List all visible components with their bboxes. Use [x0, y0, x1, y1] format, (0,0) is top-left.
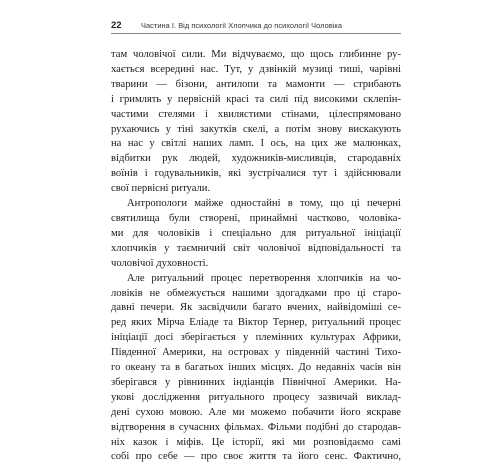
text-line: Південної Америки, на островах у південній частині Тихо- — [111, 347, 401, 359]
text-line: дені сухою мовою. Але ми можемо побачити його яскраве — [111, 406, 401, 418]
text-line: воїнів і годувальників, які зустрічалися тут і здійснювали — [111, 168, 401, 180]
body-text — [111, 48, 401, 465]
text-line: собі про себе — про своє життя та його сенс. Фактично, — [111, 451, 401, 463]
text-line: ініціації досі зберігається у племінних культурах Африки, — [111, 332, 401, 344]
text-line: частими стелями і хвилястими стінами, цілеспрямовано — [111, 108, 401, 120]
text-line: тварини — бізони, антилопи та мамонти — стрибають — [111, 78, 401, 90]
paragraph-2 — [111, 197, 401, 272]
header-rule — [111, 33, 401, 34]
text-line: давні печери. Як засвідчили багато вчених, найвідоміші се- — [111, 302, 401, 314]
text-line: рухаючись у тіні закутків скелі, а потім знову вискакують — [111, 123, 401, 135]
text-line: ред яких Мірча Еліаде та Віктор Тернер, ритуальний процес — [111, 317, 401, 329]
text-line: ніх казок і міфів. Це історії, які ми розповідаємо самі — [111, 436, 401, 448]
running-head-title: Частина І. Від психології Хлопчика до психології Чоловіка — [141, 21, 343, 30]
text-line: святилища були створені, принаймні частково, чоловіка- — [111, 212, 401, 224]
text-line: ми для чоловіків і спеціально для ритуальної ініціації — [111, 227, 401, 239]
text-line: зберігався у рівнинних індіанців Північної Америки. На- — [111, 376, 401, 388]
running-head — [111, 20, 401, 31]
text-line: свої первісні ритуали. — [111, 183, 211, 195]
text-line: на нас у світлі наших ламп. І ось, на цих же малюнках, — [111, 138, 401, 150]
paragraph-1 — [111, 48, 401, 197]
text-line: укові дослідження ритуального процесу зазвичай виклад- — [111, 391, 401, 403]
text-line: там чоловічої сили. Ми відчуваємо, що щось глибинне ру- — [111, 49, 401, 60]
text-line: Але ритуальний процес перетворення хлопчиків на чо- — [127, 272, 401, 284]
page-number: 22 — [111, 20, 122, 31]
text-line: хається всередині нас. Тут, у дзвінкій музиці тиші, чарівні — [111, 63, 401, 75]
text-line: го океану та в багатьох інших місцях. До недавніх часів він — [111, 362, 401, 374]
text-line: хлопчиків у таємничий світ чоловічої відповідальності та — [111, 242, 401, 254]
text-line: відбитки рук людей, художників-мисливців, стародавніх — [111, 153, 401, 165]
paragraph-3 — [111, 272, 401, 465]
text-line: ловіків не обмежується нашими здогадками про ці старо- — [111, 287, 401, 299]
text-line: Антропологи майже одностайні в тому, що ці печерні — [127, 198, 401, 210]
text-line: чоловічої духовності. — [111, 257, 209, 269]
text-line: і гримлять у первісній красі та силі під високими склепін- — [111, 93, 401, 105]
text-line: відтворення в сучасних фільмах. Фільми подібні до стародав- — [111, 421, 401, 433]
